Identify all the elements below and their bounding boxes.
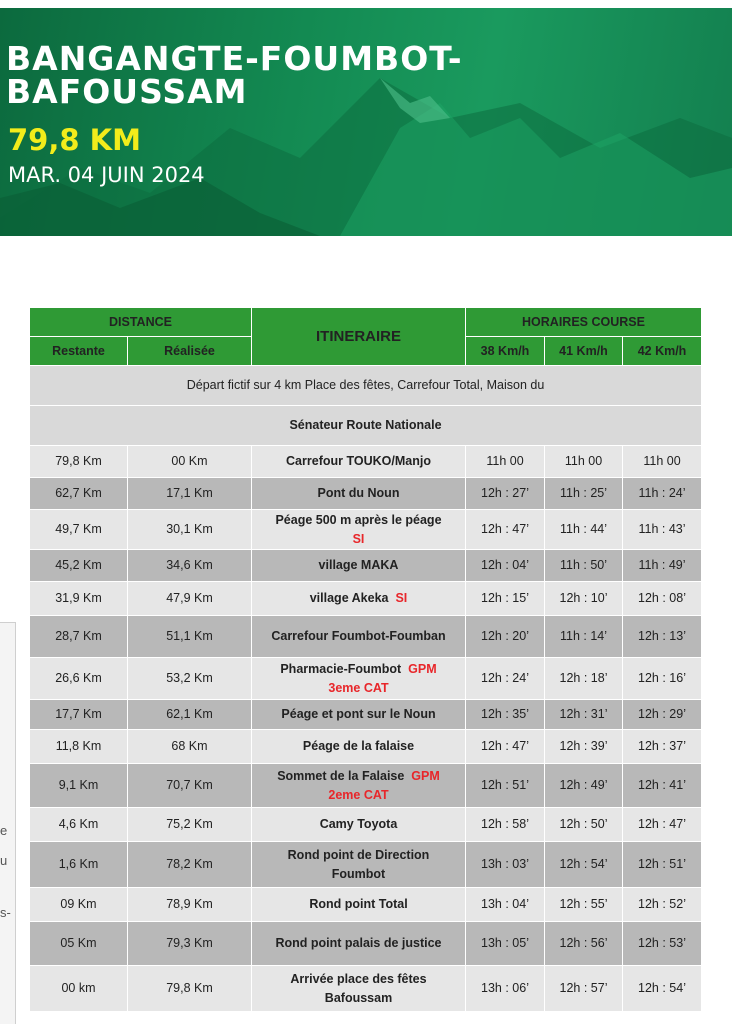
distance-realisee-cell: 79,8 Km	[128, 966, 252, 1012]
time-42-cell: 11h : 43’	[623, 510, 702, 550]
time-42-cell: 11h 00	[623, 446, 702, 478]
distance-restante-cell: 1,6 Km	[30, 842, 128, 888]
table-row	[30, 808, 702, 842]
place-tag: SI	[395, 591, 408, 605]
side-fragment-2: u	[0, 853, 8, 868]
time-38-cell: 13h : 05’	[466, 922, 545, 966]
place-tag: GPM	[411, 768, 440, 783]
table-row	[30, 842, 702, 888]
time-38-cell: 11h 00	[466, 446, 545, 478]
distance-realisee-cell: 78,9 Km	[128, 888, 252, 922]
distance-restante-cell: 49,7 Km	[30, 510, 128, 550]
header-itineraire: ITINERAIRE	[252, 308, 466, 366]
distance-restante-cell: 00 km	[30, 966, 128, 1012]
distance-restante-cell: 62,7 Km	[30, 478, 128, 510]
itineraire-cell	[252, 658, 466, 700]
time-42-cell: 11h : 49’	[623, 550, 702, 582]
place-name: Péage 500 m après le péage	[275, 512, 442, 527]
distance-restante-cell: 31,9 Km	[30, 582, 128, 616]
time-41-cell: 12h : 10’	[545, 582, 623, 616]
route-distance: 79,8 KM	[8, 123, 141, 157]
info-text-1: Départ fictif sur 4 km Place des fêtes, Carrefour Total, Maison du	[30, 366, 702, 406]
itineraire-cell	[252, 478, 466, 510]
place-name: Rond point de Direction	[287, 847, 430, 862]
itineraire-cell	[252, 730, 466, 764]
place-category: 2eme CAT	[328, 787, 389, 802]
side-fragment-1: e	[0, 823, 8, 838]
place-name: Rond point Total	[309, 897, 408, 911]
table-header-row-1	[30, 308, 702, 337]
table-row	[30, 616, 702, 658]
time-42-cell: 12h : 37’	[623, 730, 702, 764]
route-banner	[0, 8, 732, 236]
itineraire-cell	[252, 764, 466, 808]
distance-restante-cell: 9,1 Km	[30, 764, 128, 808]
time-41-cell: 12h : 57’	[545, 966, 623, 1012]
distance-realisee-cell: 53,2 Km	[128, 658, 252, 700]
itineraire-cell	[252, 808, 466, 842]
time-41-cell: 11h : 25’	[545, 478, 623, 510]
time-41-cell: 12h : 55’	[545, 888, 623, 922]
time-38-cell: 12h : 58’	[466, 808, 545, 842]
time-38-cell: 13h : 03’	[466, 842, 545, 888]
time-41-cell: 11h 00	[545, 446, 623, 478]
table-row	[30, 550, 702, 582]
header-speed-41: 41 Km/h	[545, 337, 623, 366]
time-38-cell: 12h : 15’	[466, 582, 545, 616]
header-horaires: HORAIRES COURSE	[466, 308, 702, 337]
info-row-2	[30, 406, 702, 446]
place-tag: GPM	[408, 661, 437, 676]
distance-realisee-cell: 51,1 Km	[128, 616, 252, 658]
distance-restante-cell: 45,2 Km	[30, 550, 128, 582]
side-fragment-3: s-	[0, 905, 11, 920]
route-title-line1: BANGANGTE-FOUMBOT-	[6, 39, 463, 78]
time-41-cell: 11h : 50’	[545, 550, 623, 582]
distance-realisee-cell: 75,2 Km	[128, 808, 252, 842]
distance-restante-cell: 17,7 Km	[30, 700, 128, 730]
time-38-cell: 12h : 47’	[466, 730, 545, 764]
time-42-cell: 12h : 13’	[623, 616, 702, 658]
distance-realisee-cell: 62,1 Km	[128, 700, 252, 730]
info-row-1	[30, 366, 702, 406]
race-schedule-table	[29, 307, 702, 1012]
itineraire-cell	[252, 446, 466, 478]
itineraire-cell	[252, 510, 466, 550]
distance-restante-cell: 4,6 Km	[30, 808, 128, 842]
place-name: Carrefour TOUKO/Manjo	[286, 454, 431, 468]
itineraire-cell	[252, 550, 466, 582]
time-38-cell: 12h : 24’	[466, 658, 545, 700]
distance-realisee-cell: 30,1 Km	[128, 510, 252, 550]
header-speed-42: 42 Km/h	[623, 337, 702, 366]
time-41-cell: 12h : 56’	[545, 922, 623, 966]
place-name-continued: Foumbot	[331, 866, 386, 881]
place-name: Sommet de la Falaise	[277, 768, 405, 783]
place-name: Pharmacie-Foumbot	[280, 661, 402, 676]
time-42-cell: 12h : 52’	[623, 888, 702, 922]
place-name: Rond point palais de justice	[275, 936, 442, 950]
place-category: SI	[352, 531, 365, 546]
distance-restante-cell: 28,7 Km	[30, 616, 128, 658]
distance-restante-cell: 79,8 Km	[30, 446, 128, 478]
distance-restante-cell: 09 Km	[30, 888, 128, 922]
time-42-cell: 12h : 47’	[623, 808, 702, 842]
header-realisee: Réalisée	[128, 337, 252, 366]
distance-restante-cell: 26,6 Km	[30, 658, 128, 700]
time-42-cell: 12h : 41’	[623, 764, 702, 808]
time-41-cell: 12h : 39’	[545, 730, 623, 764]
time-41-cell: 11h : 44’	[545, 510, 623, 550]
time-38-cell: 13h : 04’	[466, 888, 545, 922]
place-name: village Akeka	[309, 591, 389, 605]
itineraire-cell	[252, 616, 466, 658]
table-row	[30, 922, 702, 966]
time-38-cell: 12h : 35’	[466, 700, 545, 730]
time-41-cell: 12h : 54’	[545, 842, 623, 888]
time-42-cell: 11h : 24’	[623, 478, 702, 510]
place-category: 3eme CAT	[328, 680, 389, 695]
itineraire-cell	[252, 700, 466, 730]
time-42-cell: 12h : 29’	[623, 700, 702, 730]
distance-realisee-cell: 47,9 Km	[128, 582, 252, 616]
time-38-cell: 13h : 06’	[466, 966, 545, 1012]
place-name: Carrefour Foumbot-Foumban	[271, 629, 446, 643]
time-41-cell: 12h : 50’	[545, 808, 623, 842]
table-row	[30, 764, 702, 808]
info-text-2: Sénateur Route Nationale	[30, 406, 702, 446]
place-name-continued: Bafoussam	[324, 990, 393, 1005]
time-38-cell: 12h : 47’	[466, 510, 545, 550]
time-38-cell: 12h : 27’	[466, 478, 545, 510]
distance-realisee-cell: 00 Km	[128, 446, 252, 478]
place-name: Péage et pont sur le Noun	[281, 707, 436, 721]
time-42-cell: 12h : 51’	[623, 842, 702, 888]
header-distance: DISTANCE	[30, 308, 252, 337]
time-42-cell: 12h : 16’	[623, 658, 702, 700]
itineraire-cell	[252, 888, 466, 922]
route-title-line2: BAFOUSSAM	[6, 72, 248, 111]
time-41-cell: 12h : 49’	[545, 764, 623, 808]
table-row	[30, 478, 702, 510]
time-41-cell: 12h : 18’	[545, 658, 623, 700]
route-title	[6, 39, 463, 111]
table-row	[30, 446, 702, 478]
place-name: Péage de la falaise	[302, 739, 415, 753]
distance-realisee-cell: 68 Km	[128, 730, 252, 764]
table-row	[30, 700, 702, 730]
side-panel-fragment	[0, 622, 16, 1024]
time-41-cell: 11h : 14’	[545, 616, 623, 658]
route-date: MAR. 04 JUIN 2024	[8, 163, 205, 187]
time-38-cell: 12h : 51’	[466, 764, 545, 808]
distance-realisee-cell: 70,7 Km	[128, 764, 252, 808]
itineraire-cell	[252, 582, 466, 616]
place-name: Pont du Noun	[317, 486, 400, 500]
itineraire-cell	[252, 966, 466, 1012]
table-row	[30, 582, 702, 616]
place-name: Camy Toyota	[319, 817, 398, 831]
time-42-cell: 12h : 53’	[623, 922, 702, 966]
place-name: Arrivée place des fêtes	[290, 971, 427, 986]
itineraire-cell	[252, 922, 466, 966]
time-38-cell: 12h : 20’	[466, 616, 545, 658]
distance-realisee-cell: 34,6 Km	[128, 550, 252, 582]
header-restante: Restante	[30, 337, 128, 366]
distance-realisee-cell: 79,3 Km	[128, 922, 252, 966]
itineraire-cell	[252, 842, 466, 888]
header-speed-38: 38 Km/h	[466, 337, 545, 366]
table-row	[30, 966, 702, 1012]
place-name: village MAKA	[318, 558, 399, 572]
distance-realisee-cell: 17,1 Km	[128, 478, 252, 510]
time-42-cell: 12h : 54’	[623, 966, 702, 1012]
time-41-cell: 12h : 31’	[545, 700, 623, 730]
table-row	[30, 888, 702, 922]
distance-restante-cell: 11,8 Km	[30, 730, 128, 764]
table-row	[30, 730, 702, 764]
time-42-cell: 12h : 08’	[623, 582, 702, 616]
distance-restante-cell: 05 Km	[30, 922, 128, 966]
distance-realisee-cell: 78,2 Km	[128, 842, 252, 888]
table-row	[30, 510, 702, 550]
time-38-cell: 12h : 04’	[466, 550, 545, 582]
table-row	[30, 658, 702, 700]
